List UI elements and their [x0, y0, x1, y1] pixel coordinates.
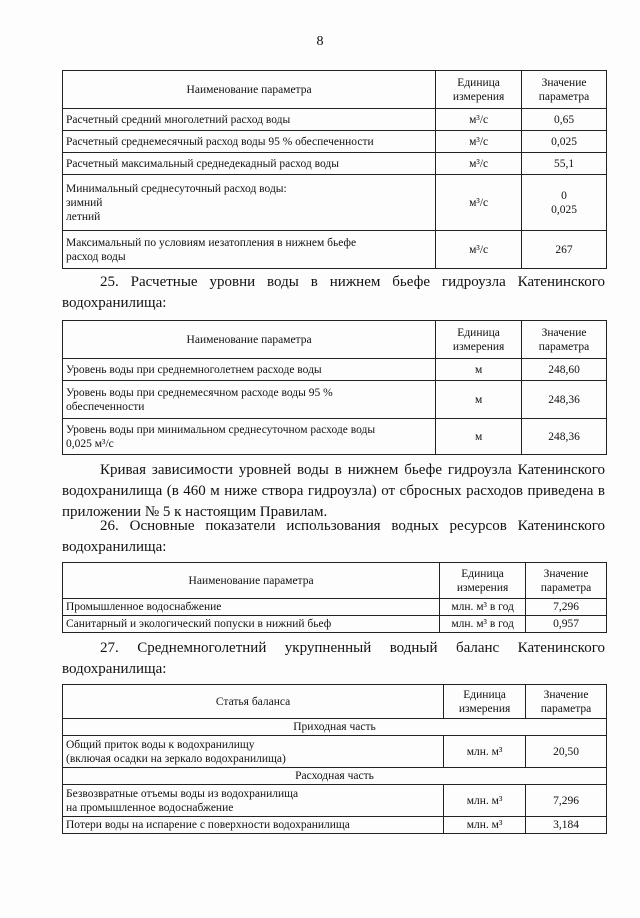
- cell-value: 7,296: [526, 599, 607, 616]
- table-row: [63, 231, 607, 269]
- section-income: Приходная часть: [63, 719, 607, 736]
- table-row: [63, 175, 607, 231]
- paragraph-25: 25. Расчетные уровни воды в нижнем бьефе гидроузла Катенинского водохранилища:: [62, 274, 605, 311]
- cell-unit: м³/с: [436, 175, 522, 231]
- cell-name: Промышленное водоснабжение: [63, 599, 440, 616]
- cell-name-line: 0,025 м³/с: [66, 437, 114, 450]
- table-row: [63, 736, 607, 768]
- cell-unit: м: [436, 359, 522, 381]
- header-unit: Единица измерения: [436, 321, 522, 359]
- cell-value-line: 0,025: [551, 203, 577, 216]
- table-water-balance: [62, 684, 607, 834]
- cell-unit: млн. м³ в год: [440, 599, 526, 616]
- cell-name-line: Уровень воды при минимальном среднесуточном расходе воды: [66, 423, 376, 436]
- table-row: [63, 381, 607, 419]
- cell-value: 55,1: [522, 153, 607, 175]
- cell-unit: м: [436, 419, 522, 455]
- cell-unit: м³/с: [436, 231, 522, 269]
- table-row: [63, 785, 607, 817]
- table-row: [63, 419, 607, 455]
- page-number: 8: [316, 34, 324, 49]
- header-name: Наименование параметра: [63, 563, 440, 599]
- cell-name: Расчетный средний многолетний расход воды: [63, 109, 436, 131]
- cell-name: [63, 231, 436, 269]
- header-name: Наименование параметра: [63, 71, 436, 109]
- cell-unit: млн. м³: [444, 736, 526, 768]
- table-resource-use: [62, 562, 607, 633]
- cell-name: Санитарный и экологический попуски в нижний бьеф: [63, 616, 440, 633]
- header-name: Наименование параметра: [63, 321, 436, 359]
- cell-name-line: (включая осадки на зеркало водохранилища): [66, 752, 286, 765]
- header-value: Значение параметра: [522, 71, 607, 109]
- header-value: Значение параметра: [526, 685, 607, 719]
- cell-unit: м: [436, 381, 522, 419]
- table-row: [63, 359, 607, 381]
- cell-unit: м³/с: [436, 109, 522, 131]
- cell-value: 248,60: [522, 359, 607, 381]
- cell-name: [63, 736, 444, 768]
- cell-value: 0,957: [526, 616, 607, 633]
- table-water-levels: [62, 320, 607, 455]
- table-row: [63, 599, 607, 616]
- section-expense: Расходная часть: [63, 768, 607, 785]
- cell-value: 20,50: [526, 736, 607, 768]
- paragraph-26: 26. Основные показатели использования водных ресурсов Катенинского водохранилища:: [62, 518, 605, 555]
- cell-name-line: зимний: [66, 196, 103, 209]
- cell-name-line: Максимальный по условиям иезатопления в нижнем бьефе: [66, 236, 357, 249]
- cell-name: Расчетный максимальный среднедекадный расход воды: [63, 153, 436, 175]
- paragraph-curve: Кривая зависимости уровней воды в нижнем бьефе гидроузла Катенинского водохранилища (в 460 м ниже створа гидроузла) от сбросных расходов приведена в приложении № 5 к настоящим Правилам.: [62, 462, 605, 520]
- header-unit: Единица измерения: [440, 563, 526, 599]
- header-unit: Единица измерения: [436, 71, 522, 109]
- table-row: [63, 153, 607, 175]
- cell-name-line: летний: [66, 210, 101, 223]
- table-row: [63, 616, 607, 633]
- header-balance-item: Статья баланса: [63, 685, 444, 719]
- cell-unit: млн. м³ в год: [440, 616, 526, 633]
- cell-unit: млн. м³: [444, 785, 526, 817]
- cell-value: 0,025: [522, 131, 607, 153]
- cell-name: [63, 419, 436, 455]
- cell-unit: млн. м³: [444, 817, 526, 834]
- cell-value: 248,36: [522, 381, 607, 419]
- header-value: Значение параметра: [522, 321, 607, 359]
- cell-name-line: обеспеченности: [66, 400, 145, 413]
- header-unit: Единица измерения: [444, 685, 526, 719]
- cell-name: [63, 785, 444, 817]
- table-flow-params: [62, 70, 607, 269]
- paragraph-27: 27. Среднемноголетний укрупненный водный баланс Катенинского водохранилища:: [62, 640, 605, 677]
- cell-name: [63, 175, 436, 231]
- cell-name: [63, 381, 436, 419]
- cell-name-line: расход воды: [66, 250, 126, 263]
- cell-name-line: Уровень воды при среднемесячном расходе воды 95 %: [66, 386, 333, 399]
- cell-unit: м³/с: [436, 131, 522, 153]
- cell-name-line: на промышленное водоснабжение: [66, 801, 234, 814]
- cell-unit: м³/с: [436, 153, 522, 175]
- cell-value: [522, 175, 607, 231]
- header-value: Значение параметра: [526, 563, 607, 599]
- table-row: [63, 817, 607, 834]
- cell-value: 267: [522, 231, 607, 269]
- cell-value-line: 0: [561, 189, 567, 202]
- cell-name: Уровень воды при среднемноголетнем расходе воды: [63, 359, 436, 381]
- table-row: [63, 109, 607, 131]
- cell-value: 0,65: [522, 109, 607, 131]
- cell-name: Потери воды на испарение с поверхности водохранилища: [63, 817, 444, 834]
- cell-value: 7,296: [526, 785, 607, 817]
- table-row: [63, 131, 607, 153]
- cell-name-line: Минимальный среднесуточный расход воды:: [66, 182, 287, 195]
- cell-name: Расчетный среднемесячный расход воды 95 % обеспеченности: [63, 131, 436, 153]
- cell-value: 248,36: [522, 419, 607, 455]
- cell-value: 3,184: [526, 817, 607, 834]
- cell-name-line: Безвозвратные отъемы воды из водохранилища: [66, 787, 299, 800]
- cell-name-line: Общий приток воды к водохранилищу: [66, 738, 255, 751]
